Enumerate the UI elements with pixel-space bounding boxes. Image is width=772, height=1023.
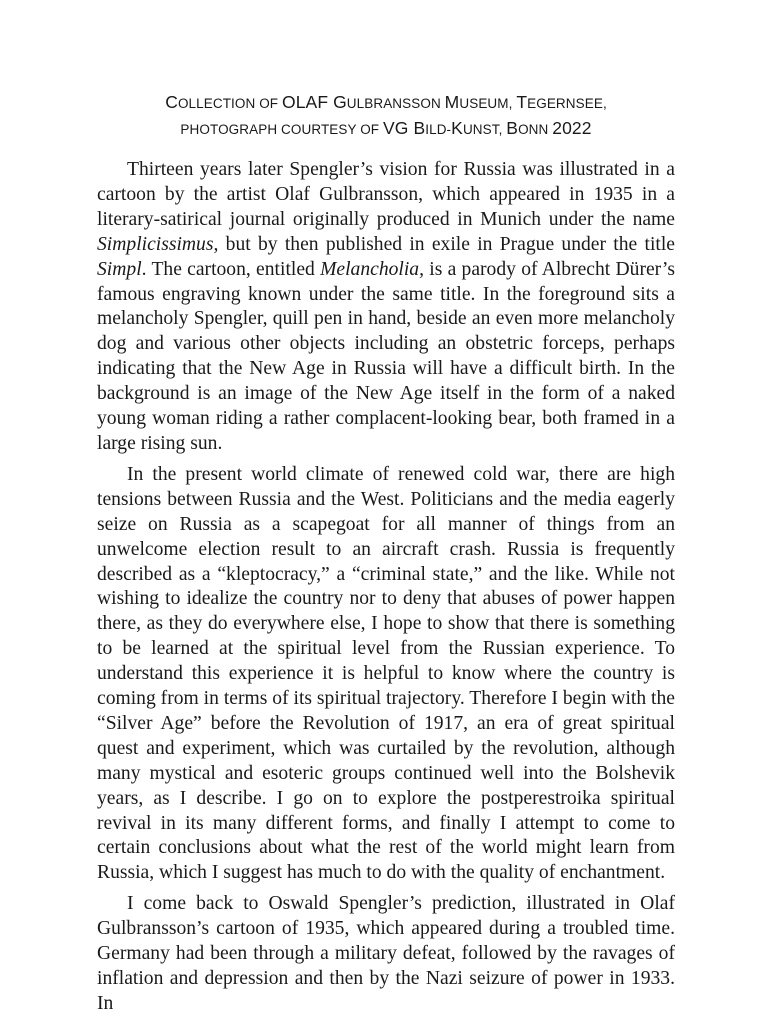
italic-title-melancholia: Melancholia,	[320, 258, 425, 280]
caption-text: UNST,	[462, 122, 507, 137]
paragraph-text: Thirteen years later Spengler’s vision for Russia was illustrated in a cartoon by the artist Olaf Gulbransson, which appeared in 1935 in a literary-satirical journal originally produced in Munich under the name	[97, 159, 675, 230]
paragraph-text: . The cartoon, entitled	[141, 258, 321, 280]
caption-text: PHOTOGRAPH COURTESY OF	[180, 122, 384, 137]
caption-text: M	[444, 92, 460, 112]
caption-text: ILD-	[425, 122, 452, 137]
body-text	[97, 158, 675, 1023]
caption-text: EGERNSEE,	[527, 96, 607, 111]
caption-text: USEUM,	[459, 96, 517, 111]
caption-line-2	[60, 116, 712, 142]
paragraph-1	[97, 158, 675, 457]
caption-text: VG B	[383, 118, 426, 138]
caption-text: C	[165, 92, 178, 112]
paragraph-text: is a parody of Albrecht Dürer’s famous engraving known under the same title. In the foreground sits a melancholy Spengler, quill pen in hand, beside an even more melancholy dog and various other objects including an obstetric forceps, perhaps indicating that the New Age in Russia will have a difficult birth. In the background is an image of the New Age itself in the form of a naked young woman riding a rather complacent-looking bear, both framed in a large rising sun.	[97, 258, 675, 454]
caption-line-1	[60, 90, 712, 116]
paragraph-2: In the present world climate of renewed cold war, there are high tensions between Russia and the West. Politicians and the media eagerly seize on Russia as a scapegoat for all manner of things from an unwelcome election result to an aircraft crash. Russia is frequently described as a “kleptocracy,” a “criminal state,” and the like. While not wishing to idealize the country nor to deny that abuses of power happen there, as they do everywhere else, I hope to show that there is something to be learned at the spiritual level from the Russian experience. To understand this experience it is helpful to know where the country is coming from in terms of its spiritual trajectory. Therefore I begin with the “Silver Age” before the Revolution of 1917, an era of great spiritual quest and experiment, which was curtailed by the revolution, although many mystical and esoteric groups continued well into the Bolshevik years, as I describe. I go on to explore the postperestroika spiritual revival in its many different forms, and finally I attempt to come to certain conclusions about what the rest of the world might learn from Russia, which I suggest has much to do with the quality of enchantment.	[97, 463, 675, 884]
caption-text: K	[451, 118, 463, 138]
paragraph-text: but by then published in exile in Prague under the title	[218, 233, 675, 255]
paragraph-3: I come back to Oswald Spengler’s prediction, illustrated in Olaf Gulbransson’s cartoon of 1935, which appeared during a troubled time. Germany had been through a military defeat, followed by the ravages of inflation and depression and then by the Nazi seizure of power in 1933. In	[97, 893, 675, 1014]
caption-text: ONN	[518, 122, 553, 137]
caption-text: ULBRANSSON	[346, 96, 445, 111]
caption-text: OLLECTION OF	[177, 96, 283, 111]
caption-text: T	[516, 92, 528, 112]
caption-text: B	[506, 118, 519, 138]
italic-title-simplicissimus: Simplicissimus,	[97, 233, 219, 255]
caption-text: 2022	[552, 118, 592, 138]
figure-caption	[60, 90, 712, 142]
caption-text: OLAF G	[282, 92, 347, 112]
italic-title-simpl: Simpl	[97, 258, 142, 280]
